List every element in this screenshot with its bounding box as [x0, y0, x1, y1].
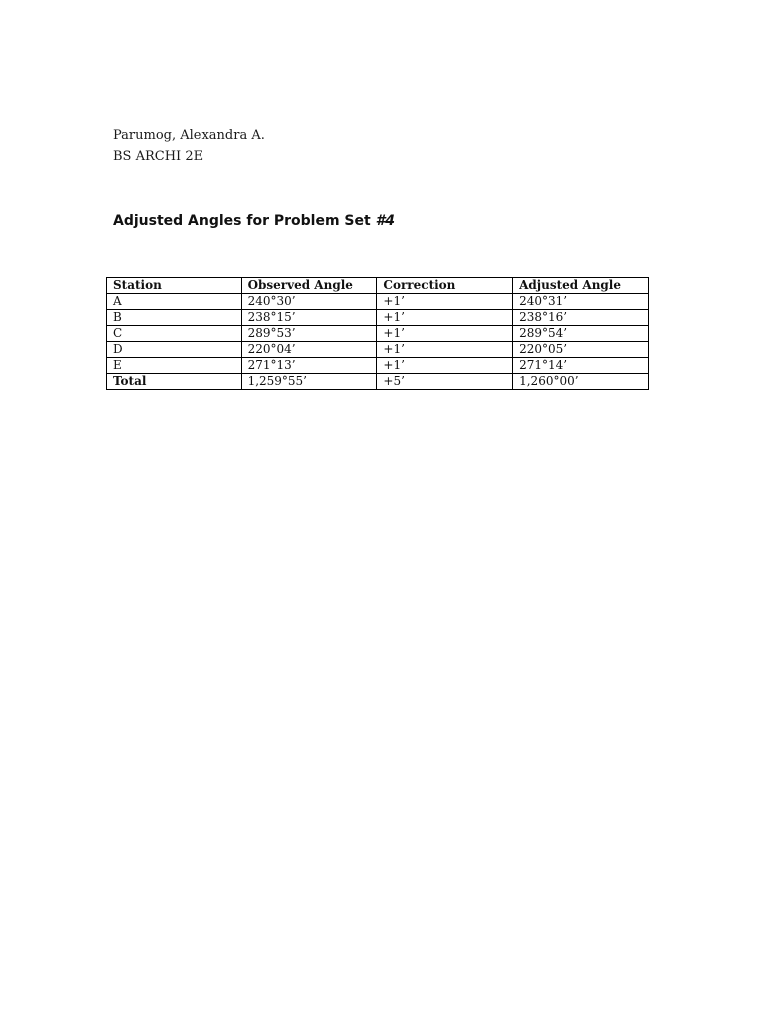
cell-observed-angle: 220°04’ [241, 342, 377, 358]
cell-observed-angle: 271°13’ [241, 358, 377, 374]
cell-observed-angle: 238°15’ [241, 310, 377, 326]
cell-total-correction: +5’ [377, 374, 513, 390]
cell-station: D [107, 342, 242, 358]
header-adjusted-angle: Adjusted Angle [513, 278, 649, 294]
cell-correction: +1’ [377, 326, 513, 342]
cell-correction: +1’ [377, 342, 513, 358]
author-section: BS ARCHI 2E [113, 149, 204, 164]
adjusted-angles-table [106, 277, 649, 390]
cell-total-observed: 1,259°55’ [241, 374, 377, 390]
table-row [107, 294, 649, 310]
author-block [113, 125, 265, 167]
cell-correction: +1’ [377, 294, 513, 310]
header-observed-angle: Observed Angle [241, 278, 377, 294]
cell-station: E [107, 358, 242, 374]
author-name: Parumog, Alexandra A. [113, 128, 265, 143]
cell-station: C [107, 326, 242, 342]
table-row [107, 342, 649, 358]
cell-adjusted-angle: 238°16’ [513, 310, 649, 326]
header-station: Station [107, 278, 242, 294]
heading-number: #4 [375, 213, 396, 229]
cell-adjusted-angle: 271°14’ [513, 358, 649, 374]
cell-correction: +1’ [377, 310, 513, 326]
cell-observed-angle: 240°30’ [241, 294, 377, 310]
heading-text: Adjusted Angles for Problem Set [113, 213, 376, 229]
cell-total-adjusted: 1,260°00’ [513, 374, 649, 390]
cell-adjusted-angle: 289°54’ [513, 326, 649, 342]
header-correction: Correction [377, 278, 513, 294]
table-row [107, 310, 649, 326]
document-heading [113, 211, 395, 231]
table-header-row [107, 278, 649, 294]
cell-station: B [107, 310, 242, 326]
cell-station: A [107, 294, 242, 310]
cell-adjusted-angle: 240°31’ [513, 294, 649, 310]
cell-total-label: Total [107, 374, 242, 390]
cell-correction: +1’ [377, 358, 513, 374]
table-total-row [107, 374, 649, 390]
cell-adjusted-angle: 220°05’ [513, 342, 649, 358]
table-row [107, 326, 649, 342]
cell-observed-angle: 289°53’ [241, 326, 377, 342]
table-row [107, 358, 649, 374]
